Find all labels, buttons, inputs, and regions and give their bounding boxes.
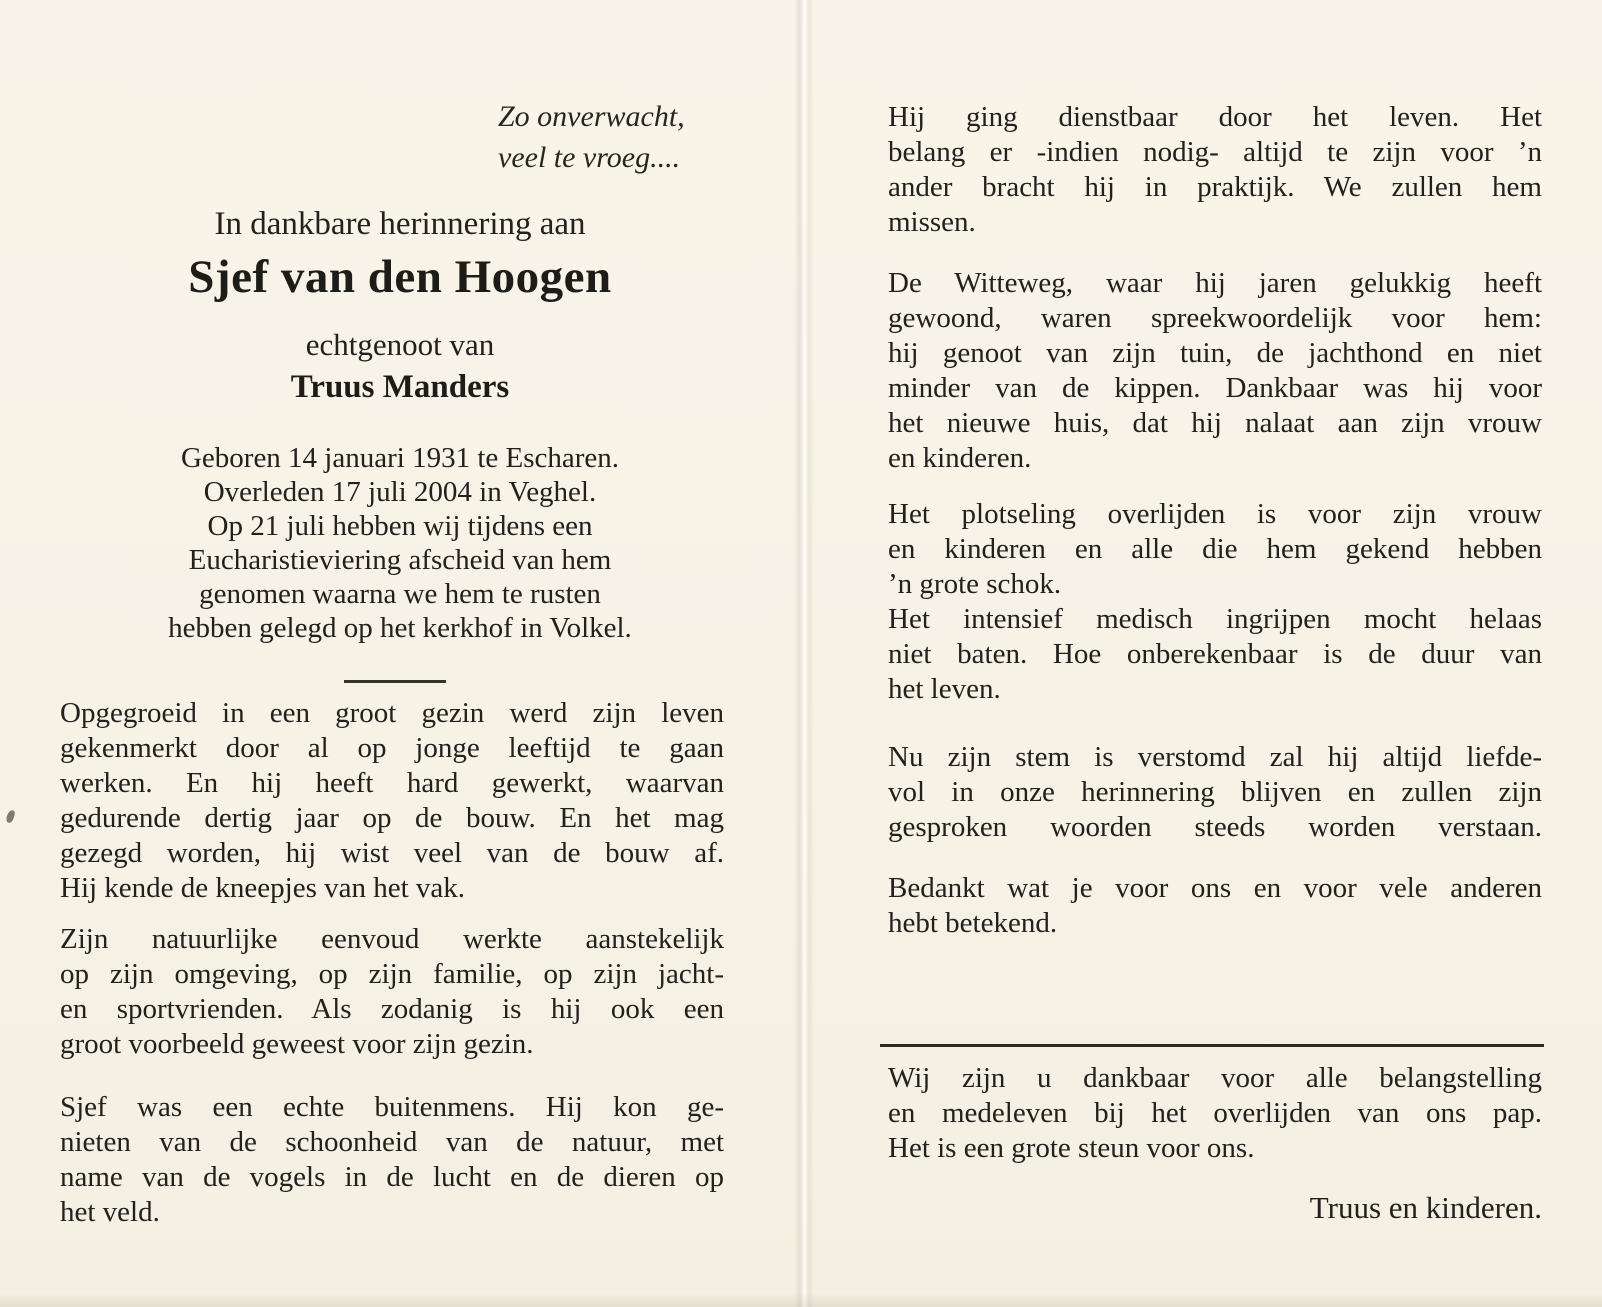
acknowledgement-line: en medeleven bij het overlijden van ons pap. [888,1097,1542,1129]
paragraph-line: hij genoot van zijn tuin, de jachthond en niet [888,337,1542,369]
paragraph-line: groot voorbeeld geweest voor zijn gezin. [60,1028,534,1060]
opening-quote [498,96,738,178]
paragraph-line: minder van de kippen. Dankbaar was hij voor [888,372,1542,404]
acknowledgement-line: Het is een grote steun voor ons. [888,1132,1255,1164]
paragraph-line: ander bracht hij in praktijk. We zullen hem [888,171,1542,203]
biography-paragraph [888,266,1542,476]
paragraph-line: het leven. [888,673,1001,705]
biography-paragraph [888,740,1542,845]
opening-quote-line: Zo onverwacht, [498,100,685,133]
left-page [0,0,800,1307]
opening-quote-line: veel te vroeg.... [498,141,681,174]
memorial-intro: In dankbare herinnering aan [214,206,586,242]
paragraph-line: Hij ging dienstbaar door het leven. Het [888,101,1542,133]
paper-mark [5,809,16,824]
life-dates-line: Eucharistieviering afscheid van hem [188,544,612,576]
spouse-name: Truus Manders [290,369,510,405]
paragraph-line: Zijn natuurlijke eenvoud werkte aanstekelijk [60,923,724,955]
paragraph-line: De Witteweg, waar hij jaren gelukkig heeft [888,267,1542,299]
biography-paragraph [888,100,1542,240]
divider-rule [880,1044,1544,1047]
biography-paragraph [60,696,724,906]
life-dates-line: genomen waarna we hem te rusten [199,578,601,610]
divider-rule [344,680,446,683]
paragraph-line: name van de vogels in de lucht en de dieren op [60,1161,724,1193]
scan-shadow [0,1293,1602,1307]
paragraph-line: op zijn omgeving, op zijn familie, op zijn jacht- [60,958,724,990]
paragraph-line: Opgegroeid in een groot gezin werd zijn leven [60,697,724,729]
signature: Truus en kinderen. [1309,1190,1542,1225]
life-dates-line: Op 21 juli hebben wij tijdens een [207,510,593,542]
paragraph-line: vol in onze herinnering blijven en zullen zijn [888,776,1542,808]
paragraph-line: nieten van de schoonheid van de natuur, met [60,1126,724,1158]
paragraph-line: hebt betekend. [888,907,1058,939]
paragraph-line: gesproken woorden steeds worden verstaan. [888,811,1542,843]
paragraph-line: gedurende dertig jaar op de bouw. En het mag [60,802,724,834]
biography-paragraph [60,1090,724,1230]
paragraph-line: gezegd worden, hij wist veel van de bouw af. [60,837,724,869]
life-dates-line: Geboren 14 januari 1931 te Escharen. [180,442,620,474]
paragraph-line: ’n grote schok. [888,568,1062,600]
paragraph-line: Bedankt wat je voor ons en voor vele anderen [888,872,1542,904]
biography-paragraph [888,497,1542,707]
paragraph-line: het nieuwe huis, dat hij nalaat aan zijn vrouw [888,407,1542,439]
paragraph-line: en sportvrienden. Als zodanig is hij ook een [60,993,724,1025]
biography-paragraph [60,922,724,1062]
paragraph-line: gewoond, waren spreekwoordelijk voor hem: [888,302,1542,334]
paragraph-line: Nu zijn stem is verstomd zal hij altijd liefde- [888,741,1542,773]
life-dates-line: Overleden 17 juli 2004 in Veghel. [203,476,597,508]
paragraph-line: missen. [888,206,976,238]
paragraph-line: gekenmerkt door al op jonge leeftijd te gaan [60,732,724,764]
acknowledgement-paragraph [888,1061,1542,1166]
right-page [810,0,1602,1307]
paragraph-line: Sjef was een echte buitenmens. Hij kon ge- [60,1091,724,1123]
relation-label: echtgenoot van [305,327,495,362]
acknowledgement-line: Wij zijn u dankbaar voor alle belangstelling [888,1062,1542,1094]
paragraph-line: en kinderen en alle die hem gekend hebben [888,533,1542,565]
paragraph-line: niet baten. Hoe onberekenbaar is de duur van [888,638,1542,670]
biography-paragraph [888,871,1542,941]
paragraph-line: Het intensief medisch ingrijpen mocht helaas [888,603,1542,635]
paragraph-line: belang er -indien nodig- altijd te zijn voor ’n [888,136,1542,168]
paragraph-line: Hij kende de kneepjes van het vak. [60,872,466,904]
paragraph-line: en kinderen. [888,442,1032,474]
life-dates [10,441,790,645]
paragraph-line: werken. En hij heeft hard gewerkt, waarvan [60,767,724,799]
paragraph-line: het veld. [60,1196,160,1228]
life-dates-line: hebben gelegd op het kerkhof in Volkel. [168,612,632,644]
deceased-name: Sjef van den Hoogen [188,251,612,303]
paragraph-line: Het plotseling overlijden is voor zijn vrouw [888,498,1542,530]
